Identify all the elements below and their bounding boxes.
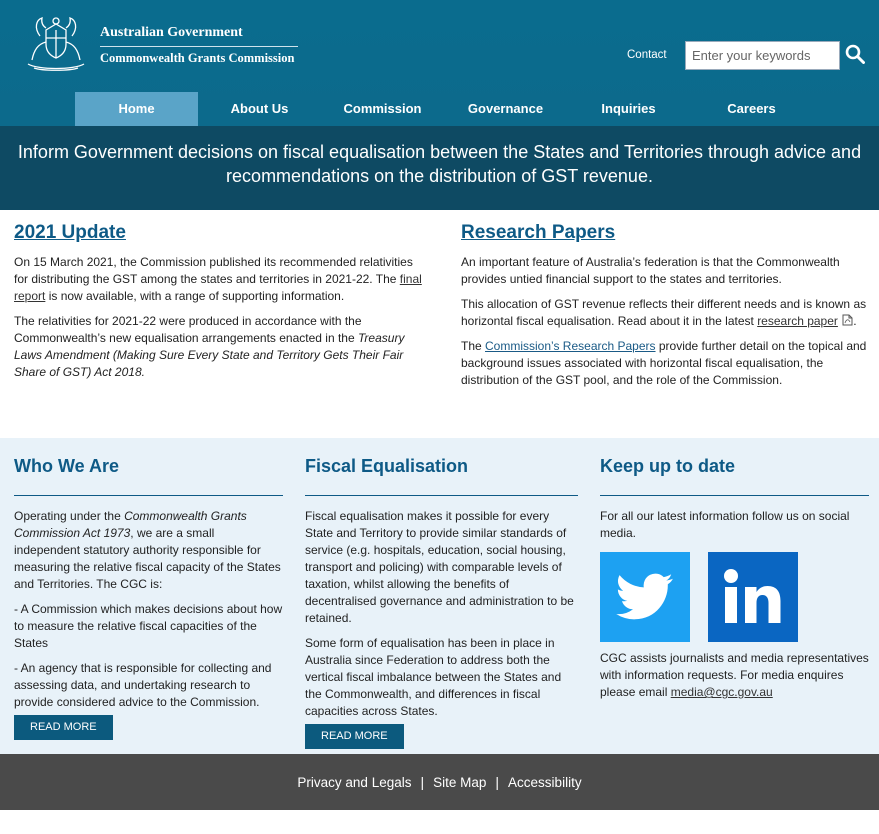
update-heading[interactable]: 2021 Update <box>14 222 126 243</box>
site-footer <box>0 754 879 810</box>
update-paragraph-2: The relativities for 2021-22 were produced in accordance with the Commonwealth’s new equalisation arrangements enacted in the Treasury Laws Amendment (Making Sure Every State and Territory Gets Their Fair Share of GST) Act 2018. <box>14 314 405 379</box>
nav-inquiries[interactable]: Inquiries <box>601 101 656 116</box>
who-paragraph-3: - An agency that is responsible for collecting and assessing data, and undertaking research to provide considered advice to the Commission. <box>14 661 272 709</box>
who-paragraph-1: Operating under the Commonwealth Grants Commission Act 1973, we are a small independent statutory authority responsible for measuring the relative fiscal capacity of the States and Territories. The CGC is: <box>14 509 281 591</box>
main-navigation <box>75 92 813 126</box>
fiscal-equalisation-heading: Fiscal Equalisation <box>305 456 578 496</box>
research-section <box>461 222 869 397</box>
research-heading[interactable]: Research Papers <box>461 222 616 243</box>
keep-paragraph-1: For all our latest information follow us on social media. <box>600 509 850 540</box>
twitter-icon <box>616 573 674 621</box>
site-header <box>0 0 879 126</box>
mission-banner: Inform Government decisions on fiscal equalisation between the States and Territories through advice and recommendations on the distribution of GST revenue. <box>0 126 879 210</box>
fiscal-read-more-button[interactable]: READ MORE <box>305 724 404 749</box>
linkedin-icon <box>721 567 785 627</box>
footer-privacy-link[interactable]: Privacy and Legals <box>297 774 412 790</box>
search-button[interactable] <box>842 41 868 70</box>
search-input[interactable] <box>685 41 840 70</box>
nav-commission[interactable]: Commission <box>343 101 422 116</box>
keep-paragraph-2: CGC assists journalists and media representatives with information requests. For media enquires please email media@cgc.gov.au <box>600 651 869 699</box>
research-paragraph-2: This allocation of GST revenue reflects their different needs and is known as horizontal fiscal equalisation. Read about it in the latest research paper . <box>461 297 867 328</box>
research-paper-link[interactable]: research paper <box>757 314 838 328</box>
update-paragraph-1: On 15 March 2021, the Commission published its recommended relativities for distributing the GST among the states and territories in 2021-22. The final report is now available, with a range of supporting information. <box>14 255 422 303</box>
nav-careers[interactable]: Careers <box>727 101 776 116</box>
info-band <box>0 438 879 754</box>
fiscal-paragraph-1: Fiscal equalisation makes it possible for every State and Territory to provide similar standards of service (e.g. hospitals, education, social housing, transport and policing) with comparable levels of taxation, whilst allowing the benefits of decentralised governance and administration to be retained. <box>305 509 574 625</box>
government-name: Australian Government <box>100 25 298 47</box>
media-email-link[interactable]: media@cgc.gov.au <box>670 685 773 699</box>
who-read-more-button[interactable]: READ MORE <box>14 715 113 740</box>
commission-research-papers-link[interactable]: Commission’s Research Papers <box>485 339 656 353</box>
update-section <box>14 222 424 389</box>
research-paragraph-1: An important feature of Australia’s federation is that the Commonwealth provides untied financial support to the states and territories. <box>461 255 840 286</box>
fiscal-paragraph-2: Some form of equalisation has been in place in Australia since Federation to address both the vertical fiscal imbalance between the States and the Commonwealth, and differences in fiscal capacities across States. <box>305 636 562 718</box>
who-paragraph-2: - A Commission which makes decisions about how to measure the relative fiscal capacities of the States <box>14 602 283 650</box>
coat-of-arms-icon <box>20 16 92 74</box>
footer-separator: | <box>420 774 425 790</box>
nav-about-us[interactable]: About Us <box>230 101 289 116</box>
contact-link[interactable]: Contact <box>627 49 667 61</box>
organisation-name: Commonwealth Grants Commission <box>100 50 295 65</box>
keep-up-to-date-heading: Keep up to date <box>600 456 869 496</box>
keep-up-to-date-section <box>600 456 869 709</box>
who-we-are-section <box>14 456 283 740</box>
footer-accessibility-link[interactable]: Accessibility <box>508 774 582 790</box>
linkedin-link[interactable] <box>708 552 798 642</box>
who-we-are-heading: Who We Are <box>14 456 283 496</box>
pdf-icon <box>842 314 853 326</box>
research-paragraph-3: The Commission’s Research Papers provide further detail on the topical and background issues associated with horizontal fiscal equalisation, the distribution of the GST pool, and the role of the Commission. <box>461 339 867 387</box>
nav-governance[interactable]: Governance <box>467 101 544 116</box>
twitter-link[interactable] <box>600 552 690 642</box>
site-logo[interactable] <box>20 16 298 74</box>
social-links <box>600 552 869 642</box>
fiscal-equalisation-section <box>305 456 578 749</box>
footer-sitemap-link[interactable]: Site Map <box>433 774 487 790</box>
nav-home[interactable]: Home <box>75 92 198 126</box>
search-icon <box>845 44 865 64</box>
footer-separator: | <box>495 774 500 790</box>
final-report-link[interactable]: final report <box>14 272 422 303</box>
